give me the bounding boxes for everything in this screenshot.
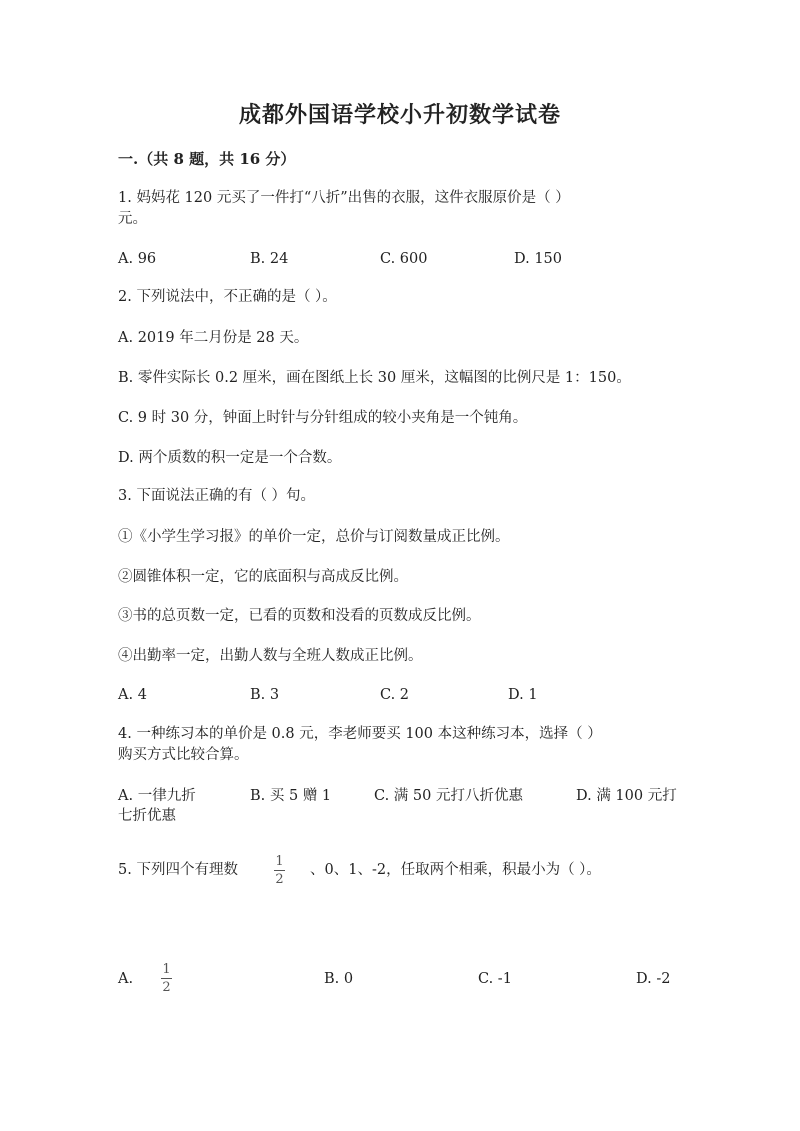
q4-stem-line2: 购买方式比较合算。 [118,747,249,763]
q1-stem-line2: 元。 [118,211,147,227]
q3-statement-4: ④出勤率一定，出勤人数与全班人数成正比例。 [118,648,423,664]
q2-stem: 2. 下列说法中，不正确的是（ ）。 [118,289,337,305]
q5-option-d: D. -2 [636,971,671,987]
q5-option-a-fraction [161,963,172,994]
q4-option-d: D. 满 100 元打 [576,788,677,804]
q1-option-a: A. 96 [118,251,157,267]
q3-statement-2: ②圆锥体积一定，它的底面积与高成反比例。 [118,569,408,585]
q3-option-b: B. 3 [250,687,280,703]
fraction-bar [274,870,285,871]
q2-option-d: D. 两个质数的积一定是一个合数。 [118,450,342,466]
fraction-bar [161,978,172,979]
q2-option-a: A. 2019 年二月份是 28 天。 [118,330,309,346]
q3-statement-3: ③书的总页数一定，已看的页数和没看的页数成反比例。 [118,608,481,624]
q5-fraction-denominator: 2 [275,872,284,887]
q2-option-c: C. 9 时 30 分，钟面上时针与分针组成的较小夹角是一个钝角。 [118,410,528,426]
q5-fraction-numerator: 1 [275,854,284,869]
q1-option-d: D. 150 [514,251,563,267]
q5-option-b: B. 0 [324,971,354,987]
q5-stem-suffix: 、0、1、-2，任取两个相乘，积最小为（ ）。 [310,862,601,878]
q4-stem-line1: 4. 一种练习本的单价是 0.8 元，李老师要买 100 本这种练习本，选择（ ） [118,726,602,742]
q4-option-c: C. 满 50 元打八折优惠 [374,788,523,804]
q1-option-b: B. 24 [250,251,289,267]
section-heading: 一.（共 8 题，共 16 分） [118,150,296,168]
q1-option-c: C. 600 [380,251,428,267]
q5-option-c: C. -1 [478,971,512,987]
q3-stem: 3. 下面说法正确的有（ ）句。 [118,488,316,504]
q3-statement-1: ①《小学生学习报》的单价一定，总价与订阅数量成正比例。 [118,529,510,545]
q5-option-a-label: A. [118,971,134,987]
q4-option-a: A. 一律九折 [118,788,196,804]
q4-option-b: B. 买 5 赠 1 [250,788,332,804]
q3-option-c: C. 2 [380,687,410,703]
q3-option-d: D. 1 [508,687,538,703]
q5-option-a-denominator: 2 [162,980,171,995]
q5-option-a-numerator: 1 [162,962,171,977]
q1-stem-line1: 1. 妈妈花 120 元买了一件打“八折”出售的衣服，这件衣服原价是（ ） [118,190,570,206]
q3-option-a: A. 4 [118,687,147,703]
q4-option-d-continued: 七折优惠 [118,808,176,824]
q5-fraction-one-half [274,855,285,886]
q5-stem-prefix: 5. 下列四个有理数 [118,862,238,878]
page-title: 成都外国语学校小升初数学试卷 [238,102,561,128]
q2-option-b: B. 零件实际长 0.2 厘米，画在图纸上长 30 厘米，这幅图的比例尺是 1：150。 [118,370,631,386]
